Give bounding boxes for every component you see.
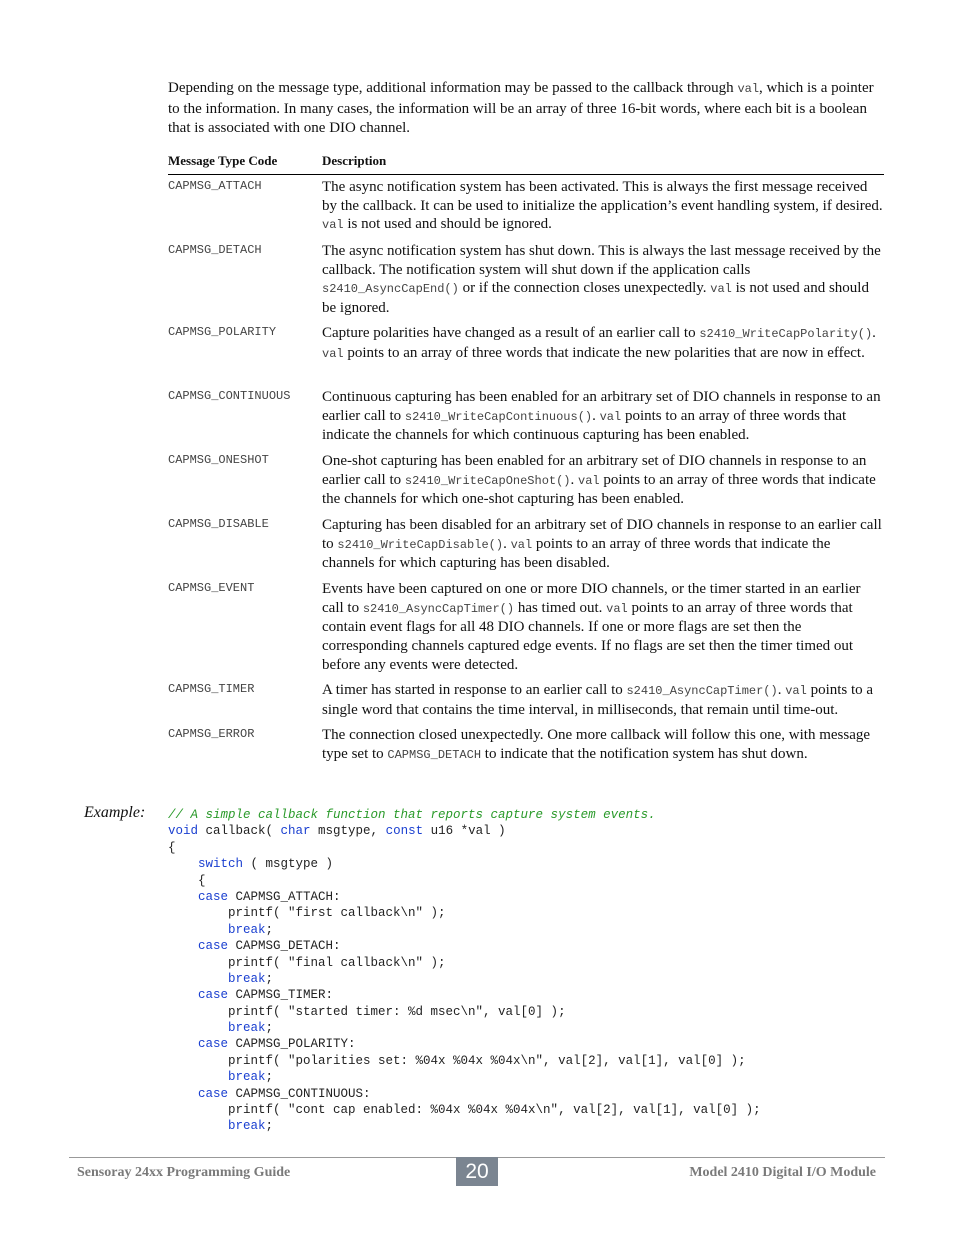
- code-text: ;: [265, 922, 274, 937]
- column-header-code: Message Type Code: [168, 153, 278, 168]
- example-label: Example:: [84, 804, 146, 821]
- inline-code: s2410_WriteCapOneShot(): [404, 473, 571, 488]
- message-type-code: CAPMSG_TIMER: [168, 682, 255, 696]
- code-text: CAPMSG_CONTINUOUS:: [228, 1086, 371, 1101]
- message-description: [322, 516, 884, 573]
- description-text: points to an array of three words that indicate the new polarities that are now in effect.: [343, 344, 865, 361]
- code-line: [168, 955, 761, 971]
- inline-code: val: [606, 601, 628, 616]
- code-text: CAPMSG_TIMER:: [228, 988, 334, 1003]
- code-text: [168, 1070, 228, 1084]
- code-text: [168, 890, 198, 904]
- message-description: [322, 452, 884, 509]
- inline-code: s2410_WriteCapPolarity(): [699, 327, 873, 341]
- message-type-code: CAPMSG_ATTACH: [168, 179, 262, 193]
- code-keyword: case: [198, 1037, 229, 1052]
- inline-code: val: [578, 473, 600, 488]
- code-text: callback(: [198, 824, 281, 839]
- code-text: u16 *val ): [423, 824, 506, 839]
- code-line: [168, 987, 761, 1003]
- inline-code: val: [785, 684, 807, 698]
- code-keyword: const: [385, 824, 424, 839]
- inline-code: CAPMSG_DETACH: [387, 747, 482, 762]
- inline-code: s2410_WriteCapDisable(): [337, 537, 504, 552]
- code-line: [168, 1053, 761, 1069]
- code-line: [168, 840, 761, 856]
- code-text: printf( "polarities set: %04x %04x %04x\n", val[2], val[1], val[0] );: [168, 1053, 746, 1068]
- code-text: [168, 1119, 228, 1133]
- code-text: [168, 988, 198, 1002]
- description-text: .: [592, 407, 600, 424]
- code-example: [168, 807, 761, 1135]
- page-number: 20: [456, 1157, 498, 1186]
- description-text: points to an array of three words that indicate the channels for which continuous capturing has been enabled.: [322, 407, 847, 444]
- code-text: [168, 923, 228, 937]
- message-description: [322, 388, 884, 445]
- message-type-code: CAPMSG_DETACH: [168, 243, 262, 257]
- inline-code: val: [599, 409, 622, 424]
- description-text: is not used and should be ignored.: [322, 280, 869, 317]
- message-description: [322, 242, 884, 318]
- code-keyword: break: [228, 1070, 266, 1085]
- code-text: [168, 857, 198, 871]
- inline-code: s2410_AsyncCapEnd(): [322, 282, 459, 297]
- code-text: printf( "final callback\n" );: [168, 955, 446, 970]
- message-description: [322, 178, 884, 235]
- description-text: points to an array of three words that indicate the channels for which one-shot capturing has been enabled.: [322, 471, 876, 508]
- table-header: [168, 153, 884, 175]
- code-keyword: case: [198, 939, 229, 954]
- code-text: {: [168, 840, 176, 855]
- footer-model-title: Model 2410 Digital I/O Module: [689, 1165, 876, 1180]
- message-type-code: CAPMSG_ERROR: [168, 727, 255, 741]
- code-text: printf( "cont cap enabled: %04x %04x %04x\n", val[2], val[1], val[0] );: [168, 1103, 761, 1118]
- code-text: [168, 1087, 198, 1101]
- code-text: [168, 939, 198, 953]
- code-keyword: void: [168, 824, 199, 839]
- code-keyword: char: [280, 824, 311, 839]
- message-description: [322, 324, 884, 363]
- description-text: .: [872, 325, 876, 341]
- code-text: msgtype,: [310, 824, 386, 839]
- code-text: ;: [265, 1070, 274, 1085]
- inline-code: val: [710, 282, 732, 297]
- intro-text-1: Depending on the message type, additional information may be passed to the callback through: [168, 80, 738, 96]
- code-text: CAPMSG_DETACH:: [228, 939, 341, 954]
- description-text: The async notification system has been activated. This is always the first message received by the callback. It can be used to initialize the application’s event handling system, if desired.: [322, 179, 883, 214]
- code-line: [168, 1102, 761, 1118]
- code-text: CAPMSG_ATTACH:: [228, 889, 341, 904]
- description-text: Events have been captured on one or more DIO channels, or the timer started in an earlier call to: [322, 581, 861, 616]
- description-text: .: [570, 471, 579, 488]
- description-text: points to an array of three words that indicate the channels for which capturing has been disabled.: [322, 535, 831, 572]
- code-keyword: case: [198, 889, 229, 904]
- code-line: [168, 1004, 761, 1020]
- code-line: [168, 922, 761, 938]
- code-text: CAPMSG_POLARITY:: [228, 1037, 356, 1052]
- inline-code: s2410_AsyncCapTimer(): [626, 684, 778, 698]
- code-line: [168, 1118, 761, 1134]
- description-text: The connection closed unexpectedly. One more callback will follow this one, with message type set to: [322, 727, 871, 762]
- message-description: [322, 681, 884, 719]
- code-line: [168, 1069, 761, 1085]
- code-text: [168, 1021, 228, 1035]
- description-text: The async notification system has shut down. This is always the last message received by the callback. The notification system will shut down if the application calls: [322, 243, 881, 278]
- inline-code: val: [322, 346, 344, 361]
- intro-paragraph: [168, 79, 884, 139]
- inline-code: s2410_AsyncCapTimer(): [362, 601, 515, 616]
- inline-code: val: [322, 218, 344, 233]
- code-text: printf( "started timer: %d msec\n", val[0] );: [168, 1004, 566, 1019]
- inline-code: s2410_WriteCapContinuous(): [404, 409, 593, 424]
- footer-guide-title: Sensoray 24xx Programming Guide: [77, 1165, 291, 1180]
- description-text: or if the connection closes unexpectedly.: [458, 280, 711, 297]
- code-keyword: break: [228, 1021, 266, 1036]
- code-text: ;: [265, 1021, 274, 1036]
- code-line: [168, 807, 761, 823]
- code-line: [168, 873, 761, 889]
- code-text: printf( "first callback\n" );: [168, 906, 446, 921]
- code-keyword: case: [198, 988, 229, 1003]
- code-text: ( msgtype ): [243, 857, 334, 872]
- column-header-description: Description: [322, 153, 387, 168]
- code-line: [168, 938, 761, 954]
- code-line: [168, 889, 761, 905]
- description-text: Capturing has been disabled for an arbitrary set of DIO channels in response to an earlier call to: [322, 517, 882, 552]
- description-text: One-shot capturing has been enabled for an arbitrary set of DIO channels in response to an earlier call to: [322, 453, 867, 488]
- code-line: [168, 905, 761, 921]
- description-text: .: [777, 682, 786, 698]
- code-line: [168, 856, 761, 872]
- inline-code: val: [510, 537, 533, 552]
- code-line: [168, 1020, 761, 1036]
- code-keyword: break: [228, 971, 266, 986]
- code-text: [168, 1037, 198, 1051]
- description-text: is not used and should be ignored.: [343, 216, 552, 233]
- description-text: to indicate that the notification system has shut down.: [481, 745, 808, 762]
- description-text: has timed out.: [514, 599, 607, 616]
- code-comment: // A simple callback function that reports capture system events.: [168, 808, 656, 822]
- description-text: Capture polarities have changed as a result of an earlier call to: [322, 325, 700, 341]
- intro-text-2: , which is a pointer to the information. In many cases, the information will be an array of three 16-bit words, where each bit is a boolean that is associated with one DIO channel.: [168, 80, 874, 136]
- code-text: ;: [265, 1119, 274, 1134]
- code-keyword: case: [198, 1086, 229, 1101]
- code-keyword: break: [228, 922, 266, 937]
- message-type-code: CAPMSG_CONTINUOUS: [168, 389, 291, 403]
- description-text: points to an array of three words that contain event flags for all 48 DIO channels. If one or more flags are set then the corresponding channels captured edge events. If no flags are set then the timer timed out before any events were detected.: [322, 599, 854, 673]
- code-keyword: switch: [198, 857, 244, 872]
- message-type-code: CAPMSG_EVENT: [168, 581, 255, 595]
- message-type-code: CAPMSG_POLARITY: [168, 325, 277, 339]
- code-keyword: break: [228, 1119, 266, 1134]
- code-text: [168, 972, 228, 986]
- code-text: {: [168, 873, 206, 888]
- description-text: points to a single word that contains the time interval, in milliseconds, that remain until time-out.: [322, 682, 874, 718]
- message-type-code: CAPMSG_ONESHOT: [168, 453, 269, 467]
- message-type-code: CAPMSG_DISABLE: [168, 517, 269, 531]
- message-description: [322, 726, 884, 764]
- description-text: Continuous capturing has been enabled for an arbitrary set of DIO channels in response to an earlier call to: [322, 389, 881, 424]
- intro-code-val: val: [737, 82, 760, 96]
- code-text: ;: [265, 971, 274, 986]
- description-text: A timer has started in response to an earlier call to: [322, 682, 627, 698]
- code-line: [168, 971, 761, 987]
- description-text: .: [503, 535, 511, 552]
- code-line: [168, 1036, 761, 1052]
- code-line: [168, 1086, 761, 1102]
- message-description: [322, 580, 884, 675]
- code-line: [168, 823, 761, 839]
